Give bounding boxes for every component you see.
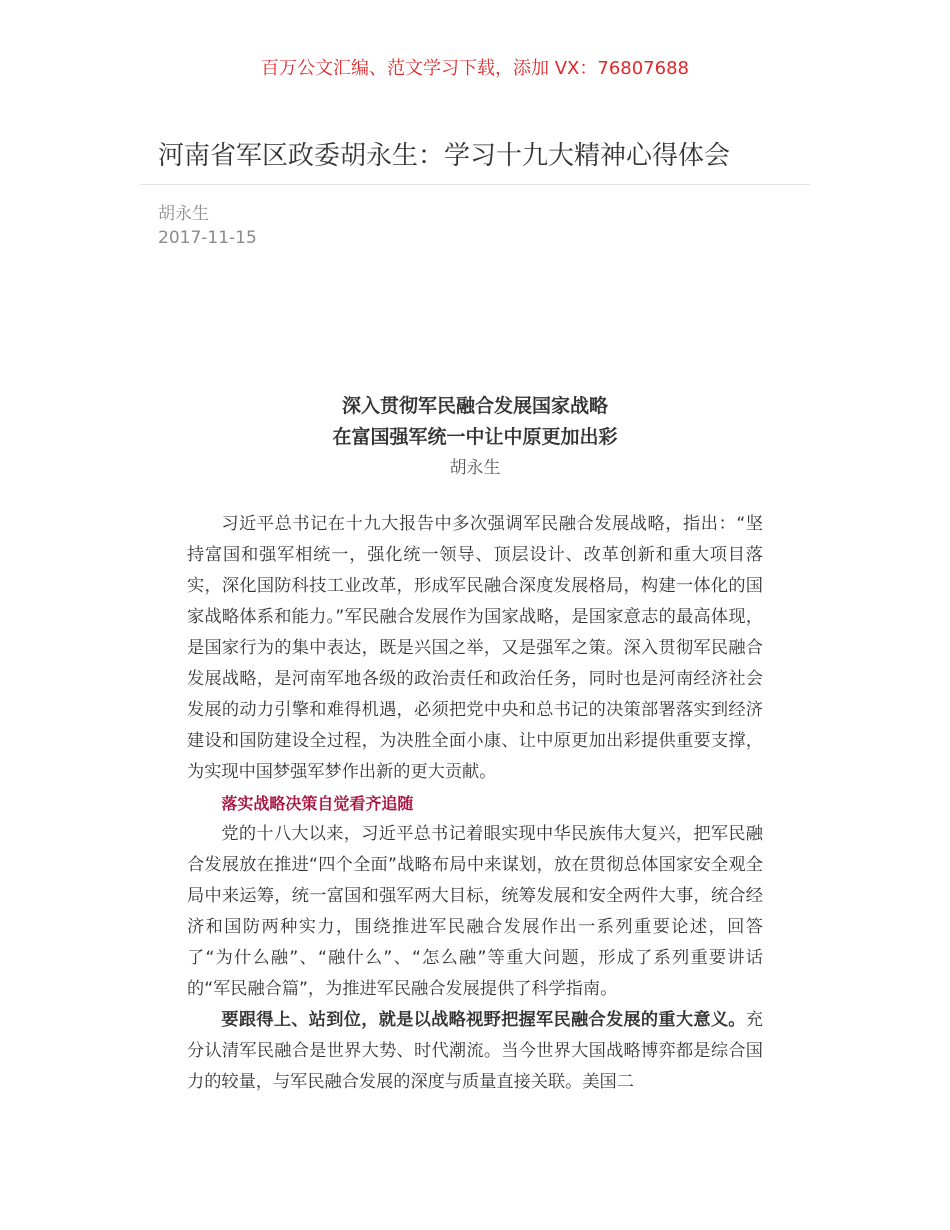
paragraph-3-text: 充分认清军民融合是世界大势、时代潮流。当今世界大国战略博弈都是综合国力的较量，与军民融合发展的深度与质量直接关联。美国二 <box>187 1010 763 1092</box>
download-banner <box>0 56 950 82</box>
banner-text: 百万公文汇编、范文学习下载，添加 VX：76807688 <box>261 58 689 79</box>
paragraph-3 <box>187 1005 763 1098</box>
headline-line-2: 在富国强军统一中让中原更加出彩 <box>332 426 618 448</box>
headline-line-1: 深入贯彻军民融合发展国家战略 <box>341 395 608 417</box>
page-title: 河南省军区政委胡永生：学习十九大精神心得体会 <box>158 141 731 171</box>
title-divider <box>140 184 810 185</box>
byline: 胡永生 <box>449 458 501 478</box>
article-body <box>187 391 763 1098</box>
paragraph-1: 习近平总书记在十九大报告中多次强调军民融合发展战略，指出：“坚持富国和强军相统一，强化统一领导、顶层设计、改革创新和重大项目落实，深化国防科技工业改革，形成军民融合深度发展格局，构建一体化的国家战略体系和能力。”军民融合发展作为国家战略，是国家意志的最高体现，是国家行为的集中表达，既是兴国之举，又是强军之策。深入贯彻军民融合发展战略，是河南军地各级的政治责任和政治任务，同时也是河南经济社会发展的动力引擎和难得机遇，必须把党中央和总书记的决策部署落实到经济建设和国防建设全过程，为决胜全面小康、让中原更加出彩提供重要支撑，为实现中国梦强军梦作出新的更大贡献。 <box>187 514 763 782</box>
article-date: 2017-11-15 <box>158 228 257 248</box>
paragraph-2: 党的十八大以来，习近平总书记着眼实现中华民族伟大复兴，把军民融合发展放在推进“四个全面”战略布局中来谋划，放在贯彻总体国家安全观全局中来运筹，统一富国和强军两大目标，统筹发展和安全两件大事，统合经济和国防两种实力，围绕推进军民融合发展作出一系列重要论述，回答了“为什么融”、“融什么”、“怎么融”等重大问题，形成了系列重要讲话的“军民融合篇”，为推进军民融合发展提供了科学指南。 <box>187 824 763 999</box>
article-author: 胡永生 <box>158 204 209 224</box>
section-heading-1: 落实战略决策自觉看齐追随 <box>221 794 414 813</box>
paragraph-3-lead: 要跟得上、站到位，就是以战略视野把握军民融合发展的重大意义。 <box>221 1010 746 1030</box>
